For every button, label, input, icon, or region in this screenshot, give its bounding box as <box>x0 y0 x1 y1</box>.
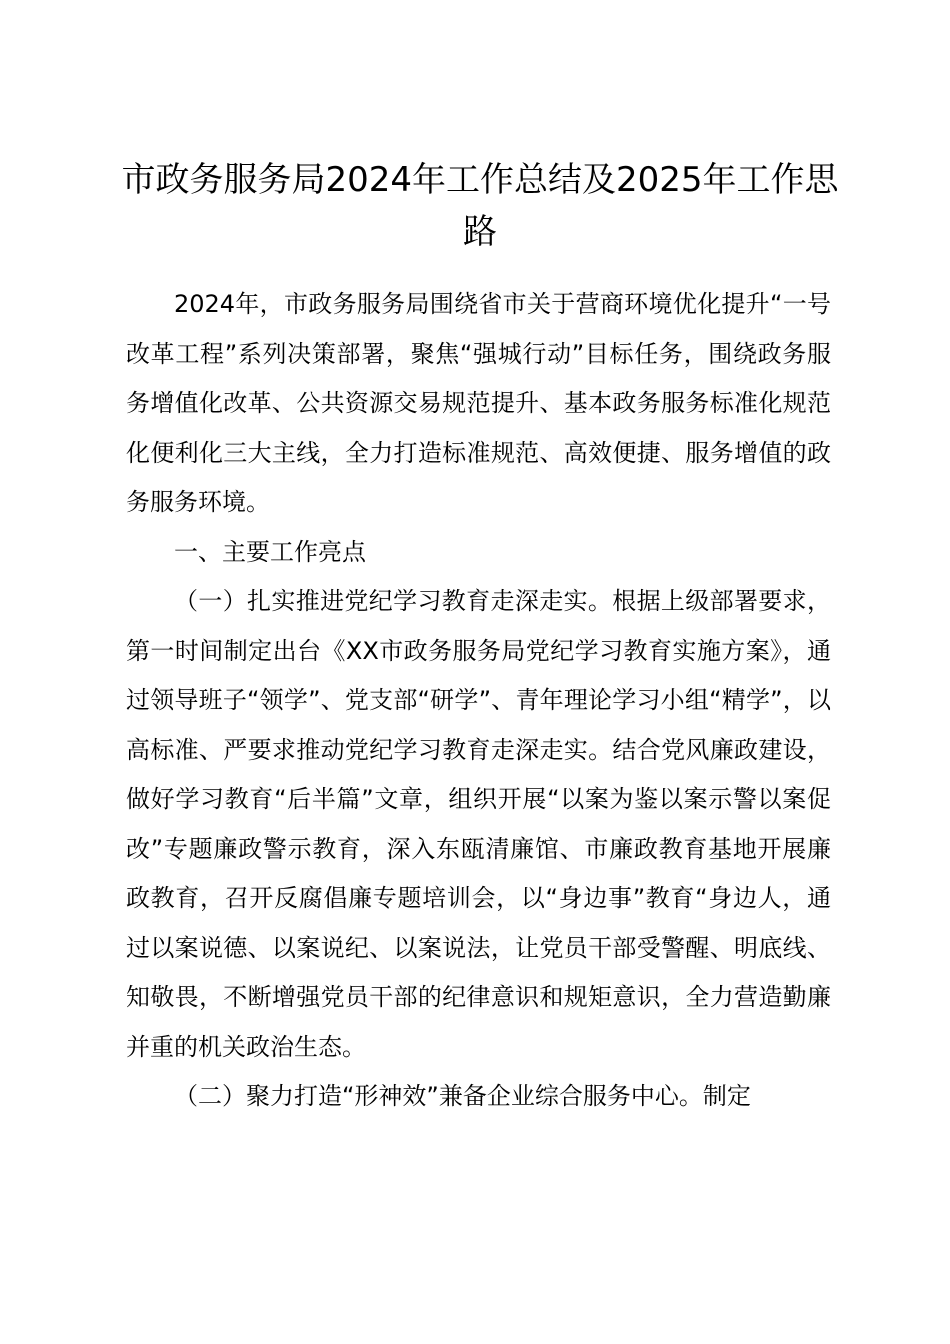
document-body <box>126 280 831 1122</box>
item-paragraph-1: （一）扎实推进党纪学习教育走深走实。根据上级部署要求，第一时间制定出台《XX市政务服务局党纪学习教育实施方案》，通过领导班子“领学”、党支部“研学”、青年理论学习小组“精学”，以高标准、严要求推动党纪学习教育走深走实。结合党风廉政建设，做好学习教育“后半篇”文章，组织开展“以案为鉴以案示警以案促改”专题廉政警示教育，深入东瓯清廉馆、市廉政教育基地开展廉政教育，召开反腐倡廉专题培训会，以“身边事”教育“身边人，通过以案说德、以案说纪、以案说法，让党员干部受警醒、明底线、知敬畏，不断增强党员干部的纪律意识和规矩意识，全力营造勤廉并重的机关政治生态。 <box>126 587 831 1061</box>
document-title: 市政务服务局2024年工作总结及2025年工作思路 <box>121 160 839 252</box>
intro-paragraph: 2024年，市政务服务局围绕省市关于营商环境优化提升“一号改革工程”系列决策部署，聚焦“强城行动”目标任务，围绕政务服务增值化改革、公共资源交易规范提升、基本政务服务标准化规范化便利化三大主线，全力打造标准规范、高效便捷、服务增值的政务服务环境。 <box>126 290 831 516</box>
section-heading-highlights: 一、主要工作亮点 <box>174 537 366 566</box>
item-paragraph-2: （二）聚力打造“形神效”兼备企业综合服务中心。制定 <box>174 1082 751 1110</box>
